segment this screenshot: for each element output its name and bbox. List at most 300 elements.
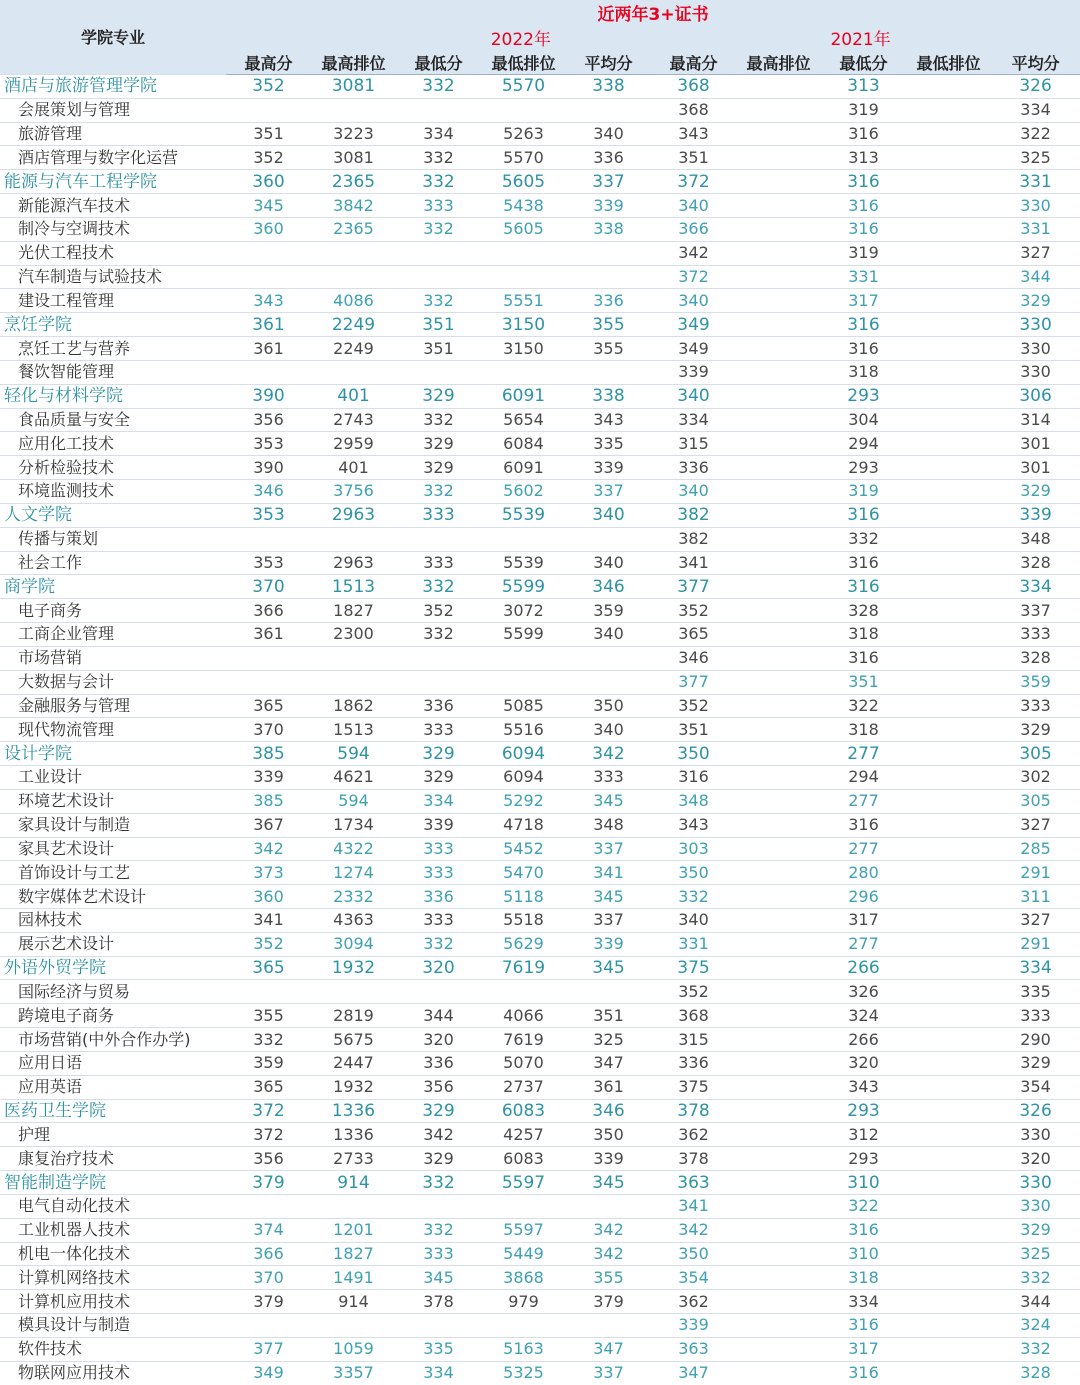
major-row bbox=[0, 1290, 1080, 1314]
college-name: 轻化与材料学院 bbox=[0, 384, 226, 408]
cell-min-score-2021: 280 bbox=[821, 861, 906, 885]
cell-max-rank-2022: 2300 bbox=[311, 623, 396, 647]
major-name: 环境艺术设计 bbox=[0, 789, 226, 813]
cell-avg-score-2021: 329 bbox=[991, 718, 1080, 742]
cell-avg-score-2022: 338 bbox=[566, 217, 651, 241]
cell-max-rank-2022: 3842 bbox=[311, 194, 396, 218]
cell-avg-score-2022: 341 bbox=[566, 861, 651, 885]
cell-max-score-2022: 373 bbox=[226, 861, 311, 885]
cell-min-rank-2021 bbox=[906, 432, 991, 456]
cell-max-rank-2022: 3223 bbox=[311, 122, 396, 146]
cell-min-score-2021: 317 bbox=[821, 1337, 906, 1361]
major-row bbox=[0, 1028, 1080, 1052]
cell-min-score-2022: 333 bbox=[396, 718, 481, 742]
cell-min-rank-2021 bbox=[906, 694, 991, 718]
cell-min-score-2022: 332 bbox=[396, 146, 481, 170]
cell-min-score-2022: 329 bbox=[396, 1147, 481, 1171]
cell-min-rank-2022: 5597 bbox=[481, 1218, 566, 1242]
major-row bbox=[0, 98, 1080, 122]
cell-max-score-2021: 349 bbox=[651, 337, 736, 361]
major-name: 计算机应用技术 bbox=[0, 1290, 226, 1314]
cell-max-score-2022: 370 bbox=[226, 575, 311, 599]
cell-min-score-2021: 316 bbox=[821, 646, 906, 670]
cell-min-rank-2021 bbox=[906, 908, 991, 932]
cell-min-rank-2021 bbox=[906, 623, 991, 647]
cell-min-score-2021: 266 bbox=[821, 1028, 906, 1052]
cell-avg-score-2022: 340 bbox=[566, 551, 651, 575]
cell-min-rank-2022: 5263 bbox=[481, 122, 566, 146]
cell-min-score-2021: 319 bbox=[821, 98, 906, 122]
cell-max-score-2021: 351 bbox=[651, 146, 736, 170]
cell-min-score-2022: 333 bbox=[396, 1242, 481, 1266]
cell-max-rank-2021 bbox=[736, 194, 821, 218]
cell-min-rank-2022 bbox=[481, 360, 566, 384]
cell-avg-score-2021: 314 bbox=[991, 408, 1080, 432]
cell-min-rank-2022: 5539 bbox=[481, 503, 566, 527]
cell-avg-score-2022: 347 bbox=[566, 1337, 651, 1361]
cell-min-rank-2021 bbox=[906, 289, 991, 313]
cell-min-rank-2022 bbox=[481, 1314, 566, 1338]
cell-min-rank-2021 bbox=[906, 1028, 991, 1052]
cell-max-rank-2021 bbox=[736, 813, 821, 837]
cell-max-rank-2021 bbox=[736, 337, 821, 361]
cell-max-rank-2021 bbox=[736, 122, 821, 146]
cell-max-rank-2022: 1513 bbox=[311, 575, 396, 599]
cell-max-rank-2022: 914 bbox=[311, 1290, 396, 1314]
cell-avg-score-2022: 337 bbox=[566, 480, 651, 504]
major-row bbox=[0, 694, 1080, 718]
cell-max-score-2021: 339 bbox=[651, 1314, 736, 1338]
cell-min-score-2021: 312 bbox=[821, 1123, 906, 1147]
cell-max-score-2022: 352 bbox=[226, 146, 311, 170]
cell-max-rank-2021 bbox=[736, 1123, 821, 1147]
col-header-2021-min-rank: 最低排位 bbox=[906, 50, 991, 75]
cell-min-score-2021: 310 bbox=[821, 1242, 906, 1266]
cell-min-rank-2021 bbox=[906, 527, 991, 551]
cell-min-rank-2021 bbox=[906, 980, 991, 1004]
cell-min-score-2021: 313 bbox=[821, 146, 906, 170]
major-name: 烹饪工艺与营养 bbox=[0, 337, 226, 361]
cell-avg-score-2021: 327 bbox=[991, 813, 1080, 837]
cell-min-score-2022: 334 bbox=[396, 122, 481, 146]
cell-min-score-2022 bbox=[396, 646, 481, 670]
cell-max-score-2022: 366 bbox=[226, 1242, 311, 1266]
cell-min-score-2021: 331 bbox=[821, 265, 906, 289]
cell-max-score-2021: 377 bbox=[651, 670, 736, 694]
cell-min-score-2021: 293 bbox=[821, 1099, 906, 1123]
cell-min-score-2021: 277 bbox=[821, 742, 906, 766]
cell-max-rank-2022: 1336 bbox=[311, 1123, 396, 1147]
cell-min-score-2022: 333 bbox=[396, 837, 481, 861]
cell-min-score-2021: 319 bbox=[821, 480, 906, 504]
cell-max-score-2021: 315 bbox=[651, 432, 736, 456]
cell-avg-score-2021: 348 bbox=[991, 527, 1080, 551]
cell-avg-score-2022: 346 bbox=[566, 575, 651, 599]
cell-max-rank-2022: 2249 bbox=[311, 313, 396, 337]
cell-min-rank-2022 bbox=[481, 646, 566, 670]
cell-avg-score-2022: 355 bbox=[566, 337, 651, 361]
cell-max-score-2022: 351 bbox=[226, 122, 311, 146]
cell-min-rank-2021 bbox=[906, 551, 991, 575]
col-header-2022-max-rank: 最高排位 bbox=[311, 50, 396, 75]
cell-avg-score-2022: 379 bbox=[566, 1290, 651, 1314]
cell-avg-score-2021: 330 bbox=[991, 1194, 1080, 1218]
major-row bbox=[0, 646, 1080, 670]
cell-min-rank-2022: 5551 bbox=[481, 289, 566, 313]
cell-max-score-2021: 378 bbox=[651, 1147, 736, 1171]
cell-max-score-2021: 362 bbox=[651, 1290, 736, 1314]
cell-max-score-2022 bbox=[226, 646, 311, 670]
cell-min-score-2022: 329 bbox=[396, 1099, 481, 1123]
cell-max-score-2022: 366 bbox=[226, 599, 311, 623]
cell-max-rank-2022: 1513 bbox=[311, 718, 396, 742]
cell-avg-score-2022: 333 bbox=[566, 766, 651, 790]
cell-max-score-2022: 332 bbox=[226, 1028, 311, 1052]
cell-max-score-2022: 370 bbox=[226, 718, 311, 742]
cell-max-score-2022: 367 bbox=[226, 813, 311, 837]
cell-min-rank-2021 bbox=[906, 932, 991, 956]
cell-max-score-2021: 372 bbox=[651, 170, 736, 194]
cell-max-score-2022: 365 bbox=[226, 694, 311, 718]
cell-avg-score-2022: 345 bbox=[566, 885, 651, 909]
cell-avg-score-2021: 324 bbox=[991, 1314, 1080, 1338]
cell-min-rank-2022: 5325 bbox=[481, 1361, 566, 1385]
cell-min-rank-2022: 5605 bbox=[481, 217, 566, 241]
cell-max-score-2022: 379 bbox=[226, 1290, 311, 1314]
cell-min-rank-2021 bbox=[906, 503, 991, 527]
major-row bbox=[0, 337, 1080, 361]
cell-avg-score-2021: 334 bbox=[991, 956, 1080, 980]
cell-max-score-2022: 365 bbox=[226, 1075, 311, 1099]
cell-max-score-2021: 340 bbox=[651, 289, 736, 313]
cell-min-score-2021: 316 bbox=[821, 337, 906, 361]
cell-avg-score-2021: 334 bbox=[991, 98, 1080, 122]
cell-max-rank-2021 bbox=[736, 599, 821, 623]
cell-max-score-2021: 303 bbox=[651, 837, 736, 861]
year-2021-header: 2021年 bbox=[651, 25, 1080, 50]
major-row bbox=[0, 1051, 1080, 1075]
major-name: 酒店管理与数字化运营 bbox=[0, 146, 226, 170]
major-row bbox=[0, 408, 1080, 432]
cell-max-score-2021: 343 bbox=[651, 122, 736, 146]
cell-min-score-2021: 304 bbox=[821, 408, 906, 432]
cell-min-score-2021: 351 bbox=[821, 670, 906, 694]
major-row bbox=[0, 289, 1080, 313]
cell-min-score-2021: 277 bbox=[821, 837, 906, 861]
cell-max-score-2022 bbox=[226, 980, 311, 1004]
college-major-header: 学院专业 bbox=[0, 25, 226, 75]
cell-max-rank-2022 bbox=[311, 980, 396, 1004]
cell-min-rank-2021 bbox=[906, 1290, 991, 1314]
major-name: 电气自动化技术 bbox=[0, 1194, 226, 1218]
cell-min-score-2021: 322 bbox=[821, 1194, 906, 1218]
cell-min-rank-2022: 6094 bbox=[481, 742, 566, 766]
cell-max-rank-2022: 2733 bbox=[311, 1147, 396, 1171]
major-name: 软件技术 bbox=[0, 1337, 226, 1361]
cell-max-rank-2021 bbox=[736, 932, 821, 956]
table-title: 近两年3+证书 bbox=[226, 0, 1080, 25]
cell-min-score-2022: 332 bbox=[396, 1171, 481, 1195]
cell-max-score-2022 bbox=[226, 670, 311, 694]
cell-min-score-2021: 326 bbox=[821, 980, 906, 1004]
cell-avg-score-2021: 330 bbox=[991, 360, 1080, 384]
cell-min-score-2022: 320 bbox=[396, 956, 481, 980]
cell-min-rank-2021 bbox=[906, 718, 991, 742]
cell-min-score-2022: 351 bbox=[396, 313, 481, 337]
cell-max-score-2021: 368 bbox=[651, 1004, 736, 1028]
cell-max-score-2022: 353 bbox=[226, 503, 311, 527]
cell-avg-score-2022: 339 bbox=[566, 932, 651, 956]
cell-max-rank-2022: 401 bbox=[311, 456, 396, 480]
cell-min-rank-2022: 7619 bbox=[481, 1028, 566, 1052]
cell-max-score-2022 bbox=[226, 360, 311, 384]
major-name: 模具设计与制造 bbox=[0, 1314, 226, 1338]
cell-min-rank-2022: 6094 bbox=[481, 766, 566, 790]
cell-min-rank-2021 bbox=[906, 1171, 991, 1195]
cell-min-score-2021: 316 bbox=[821, 575, 906, 599]
cell-min-rank-2021 bbox=[906, 337, 991, 361]
cell-max-rank-2021 bbox=[736, 1361, 821, 1385]
cell-min-rank-2021 bbox=[906, 1361, 991, 1385]
cell-min-rank-2022: 5570 bbox=[481, 146, 566, 170]
cell-max-score-2021: 352 bbox=[651, 599, 736, 623]
cell-min-rank-2021 bbox=[906, 1337, 991, 1361]
cell-min-rank-2021 bbox=[906, 384, 991, 408]
cell-avg-score-2021: 330 bbox=[991, 313, 1080, 337]
college-row bbox=[0, 170, 1080, 194]
cell-avg-score-2021: 327 bbox=[991, 908, 1080, 932]
cell-avg-score-2021: 337 bbox=[991, 599, 1080, 623]
cell-avg-score-2021: 333 bbox=[991, 623, 1080, 647]
major-name: 工业设计 bbox=[0, 766, 226, 790]
cell-min-rank-2021 bbox=[906, 1266, 991, 1290]
major-row bbox=[0, 1004, 1080, 1028]
cell-min-score-2021: 316 bbox=[821, 170, 906, 194]
major-row bbox=[0, 217, 1080, 241]
cell-avg-score-2022 bbox=[566, 980, 651, 1004]
major-row bbox=[0, 718, 1080, 742]
major-name: 食品质量与安全 bbox=[0, 408, 226, 432]
cell-avg-score-2021: 328 bbox=[991, 551, 1080, 575]
cell-max-rank-2021 bbox=[736, 956, 821, 980]
cell-max-rank-2022: 2819 bbox=[311, 1004, 396, 1028]
cell-max-score-2021: 349 bbox=[651, 313, 736, 337]
cell-max-rank-2022: 1827 bbox=[311, 599, 396, 623]
cell-max-rank-2022: 3756 bbox=[311, 480, 396, 504]
cell-min-score-2021: 277 bbox=[821, 789, 906, 813]
cell-max-rank-2021 bbox=[736, 1028, 821, 1052]
cell-min-rank-2022 bbox=[481, 241, 566, 265]
cell-min-rank-2022: 5470 bbox=[481, 861, 566, 885]
cell-avg-score-2021: 330 bbox=[991, 337, 1080, 361]
cell-min-score-2022: 332 bbox=[396, 170, 481, 194]
cell-min-rank-2021 bbox=[906, 1123, 991, 1147]
cell-min-rank-2021 bbox=[906, 98, 991, 122]
cell-max-score-2022: 339 bbox=[226, 766, 311, 790]
major-name: 建设工程管理 bbox=[0, 289, 226, 313]
major-row bbox=[0, 932, 1080, 956]
cell-min-score-2022: 378 bbox=[396, 1290, 481, 1314]
cell-min-score-2022: 332 bbox=[396, 75, 481, 99]
cell-max-rank-2021 bbox=[736, 742, 821, 766]
cell-min-rank-2022: 5070 bbox=[481, 1051, 566, 1075]
cell-max-rank-2021 bbox=[736, 408, 821, 432]
cell-avg-score-2021: 325 bbox=[991, 1242, 1080, 1266]
cell-max-score-2022 bbox=[226, 98, 311, 122]
cell-min-score-2021: 293 bbox=[821, 1147, 906, 1171]
major-row bbox=[0, 1147, 1080, 1171]
cell-min-rank-2021 bbox=[906, 885, 991, 909]
cell-min-score-2021: 322 bbox=[821, 694, 906, 718]
cell-avg-score-2021: 332 bbox=[991, 1266, 1080, 1290]
table-body bbox=[0, 75, 1080, 1385]
cell-avg-score-2022: 340 bbox=[566, 718, 651, 742]
cell-min-score-2021: 316 bbox=[821, 503, 906, 527]
cell-min-rank-2021 bbox=[906, 456, 991, 480]
cell-avg-score-2021: 331 bbox=[991, 170, 1080, 194]
cell-max-rank-2022: 4086 bbox=[311, 289, 396, 313]
cell-avg-score-2021: 311 bbox=[991, 885, 1080, 909]
cell-max-rank-2022 bbox=[311, 98, 396, 122]
col-header-2022-max-score: 最高分 bbox=[226, 50, 311, 75]
cell-max-rank-2022: 914 bbox=[311, 1171, 396, 1195]
cell-max-rank-2021 bbox=[736, 1004, 821, 1028]
cell-min-rank-2022: 5599 bbox=[481, 623, 566, 647]
cell-min-rank-2022: 5539 bbox=[481, 551, 566, 575]
cell-max-score-2022: 346 bbox=[226, 480, 311, 504]
cell-max-rank-2022 bbox=[311, 1314, 396, 1338]
cell-avg-score-2021: 306 bbox=[991, 384, 1080, 408]
cell-min-score-2021: 316 bbox=[821, 217, 906, 241]
cell-max-rank-2021 bbox=[736, 384, 821, 408]
cell-min-rank-2021 bbox=[906, 813, 991, 837]
cell-max-rank-2022: 2959 bbox=[311, 432, 396, 456]
cell-avg-score-2022: 339 bbox=[566, 456, 651, 480]
cell-min-rank-2021 bbox=[906, 766, 991, 790]
cell-min-rank-2022 bbox=[481, 980, 566, 1004]
cell-max-score-2021: 382 bbox=[651, 527, 736, 551]
college-row bbox=[0, 956, 1080, 980]
cell-avg-score-2021: 291 bbox=[991, 861, 1080, 885]
cell-min-rank-2022: 2737 bbox=[481, 1075, 566, 1099]
college-name: 商学院 bbox=[0, 575, 226, 599]
cell-max-score-2022: 385 bbox=[226, 789, 311, 813]
cell-min-score-2022: 329 bbox=[396, 742, 481, 766]
cell-max-score-2021: 346 bbox=[651, 646, 736, 670]
cell-avg-score-2021: 329 bbox=[991, 289, 1080, 313]
cell-avg-score-2022 bbox=[566, 670, 651, 694]
cell-max-rank-2022 bbox=[311, 1194, 396, 1218]
cell-max-score-2022: 356 bbox=[226, 1147, 311, 1171]
cell-max-score-2021: 366 bbox=[651, 217, 736, 241]
cell-min-rank-2021 bbox=[906, 599, 991, 623]
cell-avg-score-2022: 336 bbox=[566, 146, 651, 170]
cell-min-score-2022: 332 bbox=[396, 217, 481, 241]
college-row bbox=[0, 384, 1080, 408]
cell-max-rank-2021 bbox=[736, 694, 821, 718]
major-row bbox=[0, 241, 1080, 265]
cell-max-score-2021: 347 bbox=[651, 1361, 736, 1385]
cell-min-score-2022: 334 bbox=[396, 1361, 481, 1385]
major-row bbox=[0, 1314, 1080, 1338]
cell-avg-score-2022: 337 bbox=[566, 170, 651, 194]
cell-max-score-2022: 361 bbox=[226, 313, 311, 337]
major-name: 市场营销(中外合作办学) bbox=[0, 1028, 226, 1052]
cell-min-score-2022 bbox=[396, 98, 481, 122]
cell-avg-score-2021: 329 bbox=[991, 480, 1080, 504]
cell-min-score-2021: 318 bbox=[821, 1266, 906, 1290]
cell-max-rank-2022 bbox=[311, 265, 396, 289]
cell-avg-score-2021: 326 bbox=[991, 1099, 1080, 1123]
cell-max-score-2022: 353 bbox=[226, 551, 311, 575]
cell-min-rank-2022 bbox=[481, 265, 566, 289]
cell-min-rank-2022: 5163 bbox=[481, 1337, 566, 1361]
cell-min-rank-2021 bbox=[906, 75, 991, 99]
cell-max-rank-2021 bbox=[736, 861, 821, 885]
cell-max-score-2021: 368 bbox=[651, 98, 736, 122]
cell-avg-score-2022 bbox=[566, 527, 651, 551]
col-header-2021-avg-score: 平均分 bbox=[991, 50, 1080, 75]
cell-max-score-2021: 340 bbox=[651, 480, 736, 504]
cell-max-rank-2022: 1734 bbox=[311, 813, 396, 837]
cell-avg-score-2022: 342 bbox=[566, 1242, 651, 1266]
cell-avg-score-2022: 351 bbox=[566, 1004, 651, 1028]
cell-min-rank-2022: 3868 bbox=[481, 1266, 566, 1290]
cell-avg-score-2022: 348 bbox=[566, 813, 651, 837]
cell-max-score-2022: 353 bbox=[226, 432, 311, 456]
cell-min-rank-2021 bbox=[906, 1099, 991, 1123]
cell-max-rank-2022: 2249 bbox=[311, 337, 396, 361]
cell-avg-score-2022: 350 bbox=[566, 1123, 651, 1147]
cell-min-score-2022: 329 bbox=[396, 456, 481, 480]
header-spacer bbox=[0, 0, 226, 25]
cell-min-score-2021: 316 bbox=[821, 1314, 906, 1338]
cell-max-rank-2022: 1932 bbox=[311, 1075, 396, 1099]
cell-max-score-2022 bbox=[226, 1314, 311, 1338]
cell-max-score-2022 bbox=[226, 527, 311, 551]
col-header-2022-avg-score: 平均分 bbox=[566, 50, 651, 75]
cell-max-rank-2021 bbox=[736, 623, 821, 647]
cell-max-rank-2021 bbox=[736, 1218, 821, 1242]
cell-min-score-2021: 316 bbox=[821, 194, 906, 218]
cell-max-rank-2021 bbox=[736, 75, 821, 99]
cell-avg-score-2022: 361 bbox=[566, 1075, 651, 1099]
college-name: 能源与汽车工程学院 bbox=[0, 170, 226, 194]
major-row bbox=[0, 1337, 1080, 1361]
cell-min-score-2021: 294 bbox=[821, 766, 906, 790]
cell-max-rank-2021 bbox=[736, 480, 821, 504]
cell-min-score-2022: 345 bbox=[396, 1266, 481, 1290]
cell-max-score-2021: 350 bbox=[651, 1242, 736, 1266]
cell-max-rank-2021 bbox=[736, 432, 821, 456]
cell-avg-score-2021: 333 bbox=[991, 1004, 1080, 1028]
cell-max-score-2022 bbox=[226, 265, 311, 289]
major-row bbox=[0, 527, 1080, 551]
cell-min-rank-2022: 5518 bbox=[481, 908, 566, 932]
cell-min-score-2021: 316 bbox=[821, 122, 906, 146]
cell-max-rank-2022: 1201 bbox=[311, 1218, 396, 1242]
major-name: 应用日语 bbox=[0, 1051, 226, 1075]
cell-avg-score-2021: 330 bbox=[991, 1171, 1080, 1195]
major-row bbox=[0, 1242, 1080, 1266]
cell-min-rank-2021 bbox=[906, 861, 991, 885]
cell-min-rank-2021 bbox=[906, 241, 991, 265]
cell-avg-score-2022: 325 bbox=[566, 1028, 651, 1052]
major-name: 机电一体化技术 bbox=[0, 1242, 226, 1266]
major-name: 应用化工技术 bbox=[0, 432, 226, 456]
cell-max-rank-2022: 401 bbox=[311, 384, 396, 408]
cell-min-score-2022: 336 bbox=[396, 694, 481, 718]
